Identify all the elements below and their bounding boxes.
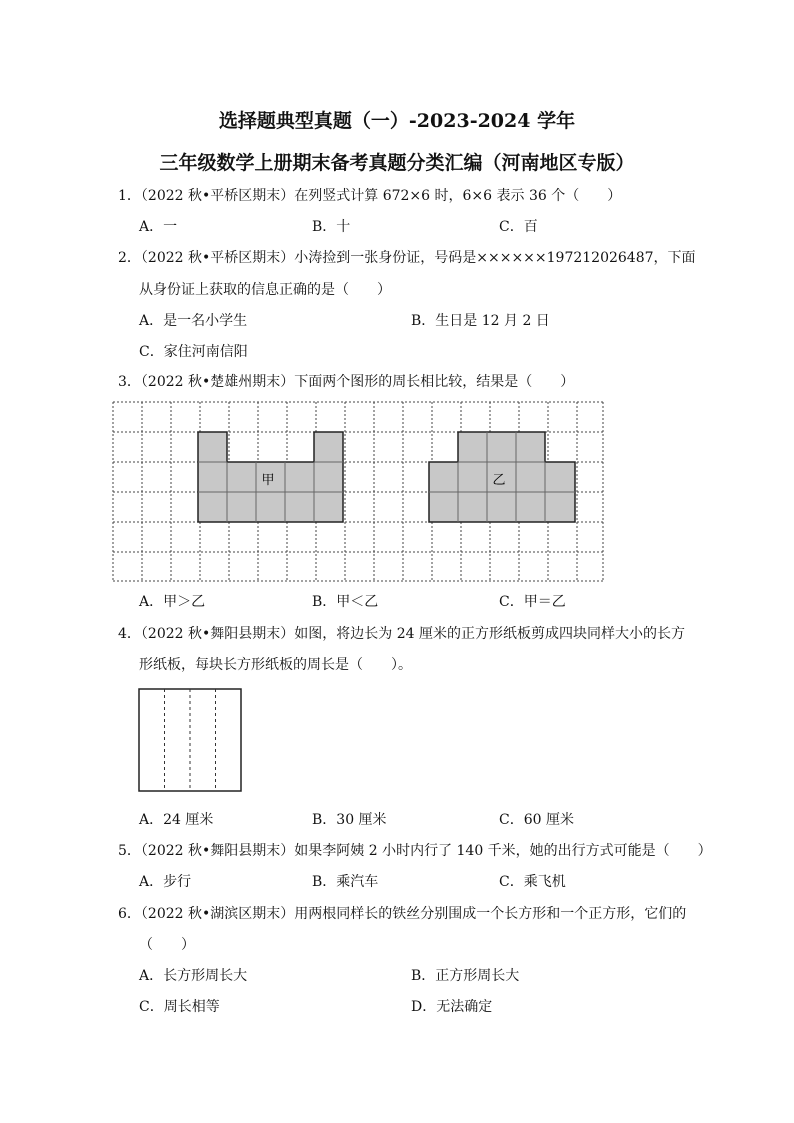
- option-2c: C．家住河南信阳: [139, 344, 248, 360]
- option-2b: B．生日是 12 月 2 日: [411, 313, 550, 329]
- question-number: 2．: [118, 250, 141, 266]
- square-figure: [137, 687, 245, 793]
- question-6-line2: （ ）: [139, 937, 195, 953]
- question-number: 5．: [118, 843, 141, 859]
- option-1b: B．十: [312, 219, 351, 235]
- option-1c: C．百: [499, 219, 538, 235]
- option-3b: B．甲＜乙: [312, 594, 379, 610]
- question-text: （2022 秋•平桥区期末）小涛捡到一张身份证，号码是××××××197212026487，下面: [140, 250, 696, 266]
- option-5c: C．乘飞机: [499, 874, 566, 890]
- option-5b: B．乘汽车: [312, 874, 379, 890]
- option-6d: D．无法确定: [411, 999, 493, 1015]
- grid-figure: [110, 400, 606, 584]
- question-text: （2022 秋•平桥区期末）在列竖式计算 672×6 时，6×6 表示 36 个（ ）: [140, 188, 622, 204]
- option-4c: C．60 厘米: [499, 812, 574, 828]
- question-number: 1．: [118, 188, 141, 204]
- question-2: [118, 249, 696, 267]
- question-5: [118, 842, 712, 860]
- question-4-line2: 形纸板，每块长方形纸板的周长是（ ）。: [139, 657, 412, 673]
- option-3c: C．甲＝乙: [499, 594, 566, 610]
- page-subtitle: 三年级数学上册期末备考真题分类汇编（河南地区专版）: [159, 152, 635, 174]
- option-1a: A．一: [139, 219, 178, 235]
- question-number: 6．: [118, 906, 141, 922]
- option-2a: A．是一名小学生: [139, 313, 248, 329]
- option-6a: A．长方形周长大: [139, 968, 248, 984]
- question-6: [118, 905, 686, 923]
- page-title: 选择题典型真题（一）-2023-2024 学年: [218, 110, 576, 132]
- question-number: 4．: [118, 626, 141, 642]
- question-3: [118, 373, 574, 391]
- question-text: （2022 秋•舞阳县期末）如图，将边长为 24 厘米的正方形纸板剪成四块同样大小的长方: [140, 626, 685, 642]
- option-4b: B．30 厘米: [312, 812, 387, 828]
- question-4: [118, 625, 685, 643]
- option-6c: C．周长相等: [139, 999, 220, 1015]
- shape-jia-label: 甲: [261, 473, 275, 488]
- option-3a: A．甲＞乙: [139, 594, 206, 610]
- question-text: （2022 秋•湖滨区期末）用两根同样长的铁丝分别围成一个长方形和一个正方形，它们的: [140, 906, 687, 922]
- option-4a: A．24 厘米: [139, 812, 214, 828]
- option-5a: A．步行: [139, 874, 192, 890]
- option-6b: B．正方形周长大: [411, 968, 520, 984]
- question-2-line2: 从身份证上获取的信息正确的是（ ）: [139, 282, 391, 298]
- question-number: 3．: [118, 374, 141, 390]
- question-text: （2022 秋•楚雄州期末）下面两个图形的周长相比较，结果是（ ）: [140, 374, 575, 390]
- shape-yi-label: 乙: [492, 473, 506, 488]
- question-1: [118, 187, 621, 205]
- question-text: （2022 秋•舞阳县期末）如果李阿姨 2 小时内行了 140 千米，她的出行方式可能是（ ）: [140, 843, 712, 859]
